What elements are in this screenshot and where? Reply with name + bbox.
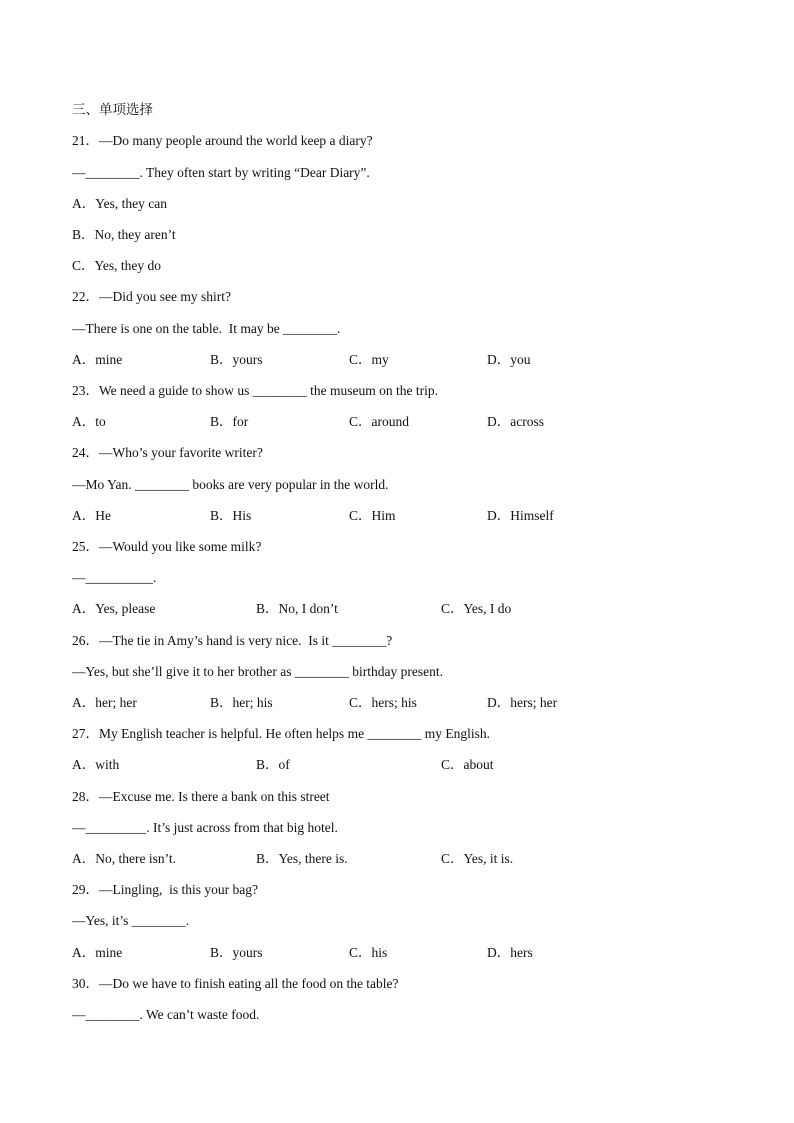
- question-24-stem: 24．—Who’s your favorite writer?: [72, 445, 263, 460]
- question-28-option-a[interactable]: A．No, there isn’t.: [72, 851, 176, 866]
- question-21-option-a[interactable]: A．Yes, they can: [72, 196, 167, 211]
- question-21-option-c[interactable]: C．Yes, they do: [72, 258, 162, 273]
- question-24-options: [72, 508, 722, 524]
- question-21-stem: 21．—Do many people around the world keep a diary?: [72, 133, 373, 148]
- question-29-stem: 29．—Lingling, is this your bag?: [72, 882, 258, 897]
- section-title: 三、单项选择: [72, 102, 153, 118]
- question-28-option-b[interactable]: B．Yes, there is.: [256, 851, 348, 866]
- question-25-reply: —__________.: [72, 570, 157, 585]
- question-29-option-a[interactable]: A．mine: [72, 945, 123, 960]
- question-23-option-c[interactable]: C．around: [349, 414, 409, 429]
- question-29-options: [72, 945, 722, 961]
- question-22-option-c[interactable]: C．my: [349, 352, 389, 367]
- question-29-option-d[interactable]: D．hers: [487, 945, 533, 960]
- question-26-option-a[interactable]: A．her; her: [72, 695, 137, 710]
- question-25-stem: 25．—Would you like some milk?: [72, 539, 262, 554]
- question-26-options: [72, 695, 722, 711]
- question-23-option-a[interactable]: A．to: [72, 414, 106, 429]
- question-29-reply: —Yes, it’s ________.: [72, 913, 190, 928]
- question-27-stem: 27．My English teacher is helpful. He often helps me ________ my English.: [72, 726, 491, 741]
- question-24-reply: —Mo Yan. ________ books are very popular in the world.: [72, 477, 389, 492]
- question-21-reply: —________. They often start by writing “Dear Diary”.: [72, 165, 370, 180]
- question-22-option-d[interactable]: D．you: [487, 352, 531, 367]
- question-28-stem: 28．—Excuse me. Is there a bank on this street: [72, 789, 330, 804]
- question-25-option-c[interactable]: C．Yes, I do: [441, 601, 512, 616]
- question-24-option-c[interactable]: C．Him: [349, 508, 396, 523]
- question-26-reply: —Yes, but she’ll give it to her brother as ________ birthday present.: [72, 664, 443, 679]
- question-22-options: [72, 352, 722, 368]
- question-23-options: [72, 414, 722, 430]
- question-27-option-c[interactable]: C．about: [441, 757, 494, 772]
- question-22-option-a[interactable]: A．mine: [72, 352, 123, 367]
- question-29-option-b[interactable]: B．yours: [210, 945, 263, 960]
- question-21-option-b[interactable]: B．No, they aren’t: [72, 227, 176, 242]
- question-22-stem: 22．—Did you see my shirt?: [72, 289, 231, 304]
- question-23-option-d[interactable]: D．across: [487, 414, 544, 429]
- question-29-option-c[interactable]: C．his: [349, 945, 388, 960]
- question-27-option-b[interactable]: B．of: [256, 757, 290, 772]
- question-25-option-b[interactable]: B．No, I don’t: [256, 601, 338, 616]
- question-22-option-b[interactable]: B．yours: [210, 352, 263, 367]
- question-26-option-b[interactable]: B．her; his: [210, 695, 273, 710]
- question-26-stem: 26．—The tie in Amy’s hand is very nice. Is it ________?: [72, 633, 393, 648]
- question-26-option-c[interactable]: C．hers; his: [349, 695, 417, 710]
- question-24-option-b[interactable]: B．His: [210, 508, 252, 523]
- question-28-options: [72, 851, 722, 867]
- question-27-options: [72, 757, 722, 773]
- question-23-stem: 23．We need a guide to show us ________ the museum on the trip.: [72, 383, 438, 398]
- question-26-option-d[interactable]: D．hers; her: [487, 695, 558, 710]
- question-24-option-d[interactable]: D．Himself: [487, 508, 554, 523]
- question-22-reply: —There is one on the table. It may be ________.: [72, 321, 341, 336]
- question-23-option-b[interactable]: B．for: [210, 414, 249, 429]
- question-28-option-c[interactable]: C．Yes, it is.: [441, 851, 514, 866]
- question-28-reply: —_________. It’s just across from that big hotel.: [72, 820, 338, 835]
- question-25-option-a[interactable]: A．Yes, please: [72, 601, 156, 616]
- question-30-reply: —________. We can’t waste food.: [72, 1007, 260, 1022]
- question-30-stem: 30．—Do we have to finish eating all the food on the table?: [72, 976, 399, 991]
- question-25-options: [72, 601, 722, 617]
- question-27-option-a[interactable]: A．with: [72, 757, 120, 772]
- question-24-option-a[interactable]: A．He: [72, 508, 111, 523]
